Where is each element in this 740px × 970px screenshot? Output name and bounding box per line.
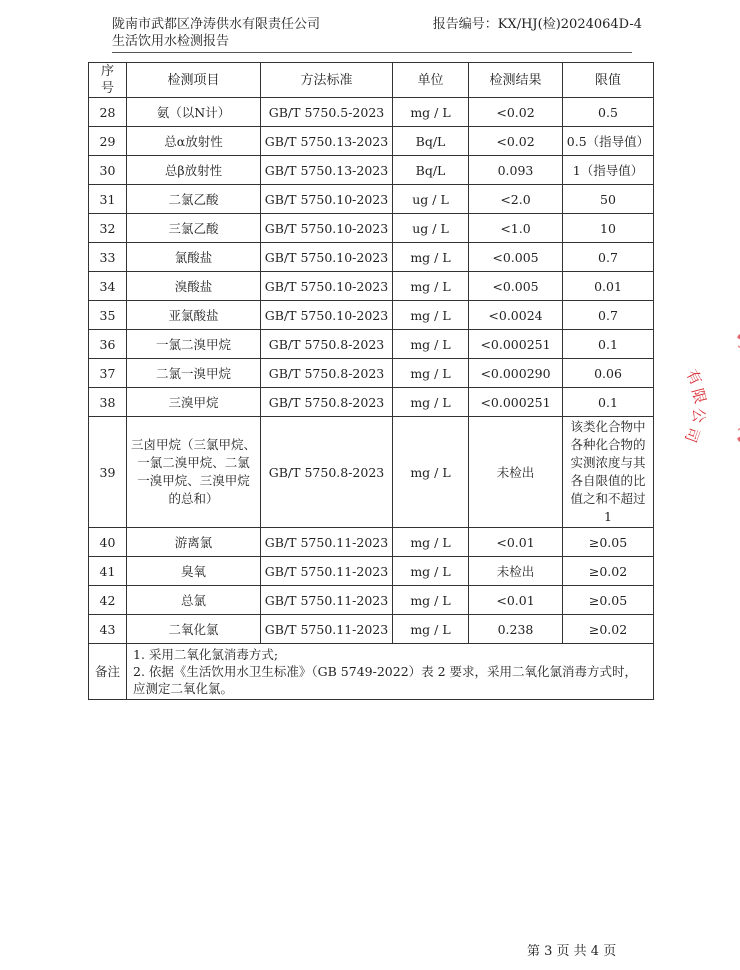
table-header-row xyxy=(89,63,654,98)
table-row xyxy=(89,301,654,330)
row-method: GB/T 5750.11-2023 xyxy=(261,615,393,644)
col-header-no: 序 号 xyxy=(89,63,127,98)
row-unit: ug / L xyxy=(393,185,469,214)
row-limit: 0.1 xyxy=(563,388,654,417)
row-method: GB/T 5750.5-2023 xyxy=(261,98,393,127)
row-limit-line: 值之和不超过 xyxy=(570,491,646,506)
row-limit: 0.06 xyxy=(563,359,654,388)
row-item-line: 三卤甲烷（三氯甲烷、 xyxy=(130,437,256,452)
row-unit: mg / L xyxy=(393,301,469,330)
row-method: GB/T 5750.10-2023 xyxy=(261,272,393,301)
col-header-method: 方法标准 xyxy=(261,63,393,98)
row-result: <0.02 xyxy=(469,127,563,156)
svg-text:限: 限 xyxy=(688,386,710,406)
row-result: 0.093 xyxy=(469,156,563,185)
row-limit: ≥0.02 xyxy=(563,615,654,644)
row-limit: 1（指导值） xyxy=(563,156,654,185)
row-result: <0.000251 xyxy=(469,388,563,417)
table-row xyxy=(89,185,654,214)
row-method: GB/T 5750.11-2023 xyxy=(261,586,393,615)
row-unit: mg / L xyxy=(393,98,469,127)
row-no: 38 xyxy=(89,388,127,417)
row-method: GB/T 5750.13-2023 xyxy=(261,156,393,185)
row-no: 39 xyxy=(89,417,127,528)
row-item: 总α放射性 xyxy=(127,127,261,156)
note-line: 1. 采用二氧化氯消毒方式; xyxy=(133,647,279,662)
note-line: 2. 依据《生活饮用水卫生标准》（GB 5749-2022）表 2 要求，采用二氧化氯消毒方式时，应测定二氧化氯。 xyxy=(133,664,638,696)
company-seal-stamp xyxy=(668,328,740,448)
table-row xyxy=(89,586,654,615)
row-item: 总β放射性 xyxy=(127,156,261,185)
row-limit: 0.5（指导值） xyxy=(563,127,654,156)
table-row xyxy=(89,98,654,127)
row-result: <1.0 xyxy=(469,214,563,243)
row-result: 未检出 xyxy=(469,557,563,586)
row-limit: 50 xyxy=(563,185,654,214)
row-no: 30 xyxy=(89,156,127,185)
row-limit: 0.5 xyxy=(563,98,654,127)
row-no: 41 xyxy=(89,557,127,586)
row-no: 34 xyxy=(89,272,127,301)
page-number: 第 3 页 共 4 页 xyxy=(527,944,617,959)
row-limit xyxy=(563,417,654,528)
row-method: GB/T 5750.11-2023 xyxy=(261,528,393,557)
row-result: <0.02 xyxy=(469,98,563,127)
row-unit: mg / L xyxy=(393,272,469,301)
row-result: <0.01 xyxy=(469,528,563,557)
row-no: 29 xyxy=(89,127,127,156)
row-item xyxy=(127,417,261,528)
table-row xyxy=(89,243,654,272)
table-row xyxy=(89,156,654,185)
row-method: GB/T 5750.8-2023 xyxy=(261,417,393,528)
row-limit: ≥0.02 xyxy=(563,557,654,586)
row-item: 总氯 xyxy=(127,586,261,615)
row-item: 游离氯 xyxy=(127,528,261,557)
row-unit: mg / L xyxy=(393,330,469,359)
row-result: <2.0 xyxy=(469,185,563,214)
table-row xyxy=(89,615,654,644)
row-unit: mg / L xyxy=(393,528,469,557)
row-method: GB/T 5750.11-2023 xyxy=(261,557,393,586)
row-no: 42 xyxy=(89,586,127,615)
row-no: 35 xyxy=(89,301,127,330)
svg-text:有: 有 xyxy=(682,366,706,389)
table-row xyxy=(89,272,654,301)
row-item: 一氯二溴甲烷 xyxy=(127,330,261,359)
notes-content xyxy=(127,644,654,700)
row-no: 40 xyxy=(89,528,127,557)
row-no: 31 xyxy=(89,185,127,214)
row-item: 二氯一溴甲烷 xyxy=(127,359,261,388)
svg-text:司: 司 xyxy=(681,424,704,445)
test-results-table xyxy=(88,62,654,700)
table-row xyxy=(89,359,654,388)
row-limit-line: 实测浓度与其 xyxy=(570,455,646,470)
row-result: 0.238 xyxy=(469,615,563,644)
row-unit: mg / L xyxy=(393,586,469,615)
col-header-unit: 单位 xyxy=(393,63,469,98)
row-unit: mg / L xyxy=(393,417,469,528)
notes-row xyxy=(89,644,654,700)
row-limit: 0.1 xyxy=(563,330,654,359)
col-header-result: 检测结果 xyxy=(469,63,563,98)
row-item: 三溴甲烷 xyxy=(127,388,261,417)
row-result: <0.000290 xyxy=(469,359,563,388)
row-no: 43 xyxy=(89,615,127,644)
table-row xyxy=(89,417,654,528)
row-item-line: 一溴甲烷、三溴甲烷 xyxy=(137,473,250,488)
row-item: 氨（以N计） xyxy=(127,98,261,127)
row-unit: ug / L xyxy=(393,214,469,243)
col-header-item: 检测项目 xyxy=(127,63,261,98)
report-header xyxy=(112,16,642,50)
row-limit-line: 该类化合物中 xyxy=(570,419,646,434)
row-item-line: 一氯二溴甲烷、二氯 xyxy=(137,455,250,470)
row-item: 溴酸盐 xyxy=(127,272,261,301)
row-method: GB/T 5750.8-2023 xyxy=(261,388,393,417)
row-item-line: 的总和） xyxy=(168,491,219,506)
row-no: 33 xyxy=(89,243,127,272)
row-result: <0.01 xyxy=(469,586,563,615)
table-row xyxy=(89,528,654,557)
row-method: GB/T 5750.13-2023 xyxy=(261,127,393,156)
row-unit: Bq/L xyxy=(393,156,469,185)
row-method: GB/T 5750.10-2023 xyxy=(261,185,393,214)
report-title: 生活饮用水检测报告 xyxy=(112,34,230,49)
row-unit: mg / L xyxy=(393,615,469,644)
row-limit: 0.7 xyxy=(563,301,654,330)
row-item: 亚氯酸盐 xyxy=(127,301,261,330)
row-method: GB/T 5750.10-2023 xyxy=(261,301,393,330)
table-row xyxy=(89,214,654,243)
row-item: 氯酸盐 xyxy=(127,243,261,272)
row-method: GB/T 5750.8-2023 xyxy=(261,330,393,359)
row-result: <0.0024 xyxy=(469,301,563,330)
row-item: 二氧化氯 xyxy=(127,615,261,644)
row-unit: mg / L xyxy=(393,243,469,272)
row-limit-line: 1 xyxy=(604,509,612,524)
row-unit: mg / L xyxy=(393,359,469,388)
row-method: GB/T 5750.10-2023 xyxy=(261,214,393,243)
row-no: 32 xyxy=(89,214,127,243)
row-result: <0.005 xyxy=(469,272,563,301)
row-limit: ≥0.05 xyxy=(563,528,654,557)
row-item: 三氯乙酸 xyxy=(127,214,261,243)
notes-label: 备注 xyxy=(89,644,127,700)
row-unit: mg / L xyxy=(393,388,469,417)
row-limit: ≥0.05 xyxy=(563,586,654,615)
svg-text:公: 公 xyxy=(690,408,708,424)
header-rule xyxy=(112,52,632,53)
report-number: 报告编号：KX/HJ(检)2024064D-4 xyxy=(432,17,642,32)
row-item: 二氯乙酸 xyxy=(127,185,261,214)
row-result: <0.000251 xyxy=(469,330,563,359)
col-header-limit: 限值 xyxy=(563,63,654,98)
table-row xyxy=(89,127,654,156)
row-no: 36 xyxy=(89,330,127,359)
row-limit-line: 各自限值的比 xyxy=(570,473,646,488)
row-limit: 0.7 xyxy=(563,243,654,272)
row-method: GB/T 5750.10-2023 xyxy=(261,243,393,272)
table-row xyxy=(89,330,654,359)
row-limit-line: 各种化合物的 xyxy=(570,437,646,452)
row-unit: mg / L xyxy=(393,557,469,586)
row-item: 臭氧 xyxy=(127,557,261,586)
row-no: 28 xyxy=(89,98,127,127)
table-row xyxy=(89,388,654,417)
row-result: <0.005 xyxy=(469,243,563,272)
table-row xyxy=(89,557,654,586)
row-limit: 10 xyxy=(563,214,654,243)
row-method: GB/T 5750.8-2023 xyxy=(261,359,393,388)
company-name: 陇南市武都区净涛供水有限责任公司 xyxy=(112,17,321,32)
row-limit: 0.01 xyxy=(563,272,654,301)
row-unit: Bq/L xyxy=(393,127,469,156)
row-result: 未检出 xyxy=(469,417,563,528)
row-no: 37 xyxy=(89,359,127,388)
